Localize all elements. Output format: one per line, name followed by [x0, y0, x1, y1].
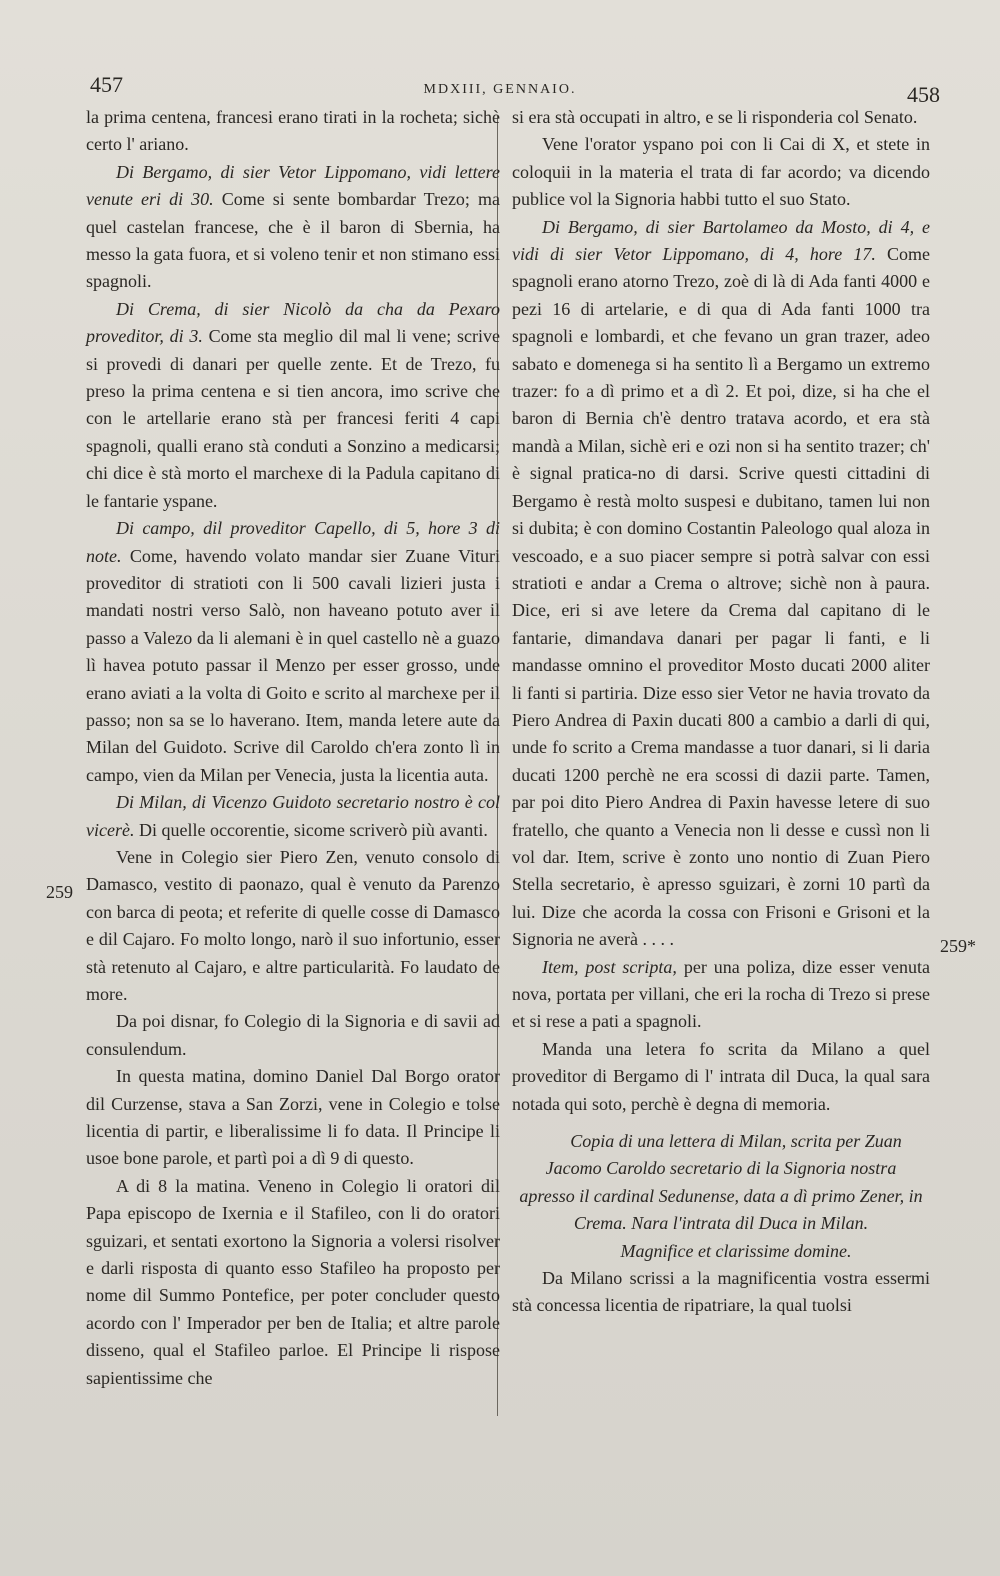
paragraph-source-lead: Di campo, dil proveditor Capello, di 5, hore 3 di note. — [86, 518, 500, 566]
right-column — [512, 104, 930, 1320]
left-paragraph — [86, 789, 500, 844]
left-column — [86, 104, 500, 1392]
paragraph-body: Come si sente bombardar Trezo; ma quel castelan francese, che è il baron di Sbernia, ha messo la gata fuora, et si voleno tenir et non stimano essi spagnoli. — [86, 189, 500, 292]
paragraph-body: Vene in Colegio sier Piero Zen, venuto consolo di Damasco, vestito di paonazo, qual è venuto da Parenzo con barca di peota; et referite di quelle cosse di Damasco e dil Cajaro. Fo molto longo, narò il suo infortunio, esser stà retenuto al Cajaro, e altre particularità. Fo laudato de more. — [86, 846, 500, 1004]
paragraph-source-lead: Item, post scripta, — [542, 956, 677, 977]
paragraph-body: A di 8 la matina. Veneno in Colegio li oratori dil Papa episcopo de Ixernia e il Stafileo, con li do oratori sguizari, et sentati exortono la Signoria a volersi risolver e darli risposta di quanto esso Stafileo ha proposto per nome dil Summo Pontefice, per poter concluder questo acordo con l' Imperador per ben de Italia; et altre parole disseno, qual el Stafileo parloe. El Principe li rispose sapientissime che — [86, 1175, 500, 1388]
paragraph-body: Di quelle occorentie, sicome scriverò più avanti. — [134, 819, 488, 840]
paragraph-source-lead: Di Crema, di sier Nicolò da cha da Pexaro proveditor, di 3. — [86, 298, 500, 347]
paragraph-source-lead: Di Bergamo, di sier Bartolameo da Mosto, di 4, e vidi di sier Vetor Lippomano, di 4, hore 17. — [512, 216, 930, 265]
running-title: MDXIII, GENNAIO. — [423, 82, 577, 97]
spacer — [512, 1118, 930, 1128]
right-letter-heading: Copia di una lettera di Milan, scrita per Zuan Jacomo Caroldo secretario di la Signoria nostra apresso il cardinal Sedunense, data a dì primo Zener, in Crema. Nara l'intrata dil Duca in Milan. — [519, 1131, 923, 1234]
paragraph-source-lead: Di Bergamo, di sier Vetor Lippomano, vidi lettere venute eri di 30. — [86, 161, 500, 210]
page-header — [0, 72, 1000, 107]
paragraph-body: per una poliza, dize esser venuta nova, portata per villani, che eri la rocha di Trezo si prese et si rese a pati a spagnoli. — [512, 956, 930, 1032]
paragraph-body: la prima centena, francesi erano tirati in la rocheta; sichè certo l' ariano. — [86, 107, 500, 155]
page-number-left: 457 — [90, 72, 123, 97]
right-salutation: Magnifice et clarissime domine. — [620, 1240, 852, 1261]
left-paragraph — [86, 515, 500, 789]
left-paragraph — [86, 844, 500, 1008]
paragraph-body: Come spagnoli erano atorno Trezo, zoè di là di Ada fanti 4000 e pezi 16 di artelarie, e di qua di Ada fanti 1000 tra spagnoli e lombardi, et che fevano un gran trazer, adeo sabato e domenega si ha sentito lì a Bergamo un extremo trazer: fo a dì primo et a dì 2. Et poi, dize, si ha che el baron di Bernia ch'è dentro tratava acordo, et era stà mandà a Milan, sichè eri e ozi non si ha sentito trazer; ch' è signal pratica-no di darsi. Scrive questi cittadini di Bergamo è restà molto suspesi e dubitano, tamen lui non si dubita; è con domino Costantin Paleologo qual aloza in vescoado, e a suo piacer sempre si potrà salvar con essi stratioti e andar a Crema o altrove; sichè non à paura. Dice, eri si ave letere da Crema dal capitano di le fantarie, dimandava danari per pagar li fanti, e li mandasse omnino el proveditor Mosto ducati 2000 aliter li fanti si partiria. Dize esso sier Vetor ne havia trovato da Piero Andrea di Paxin ducati 800 a cambio a darli di qui, unde fo scrito a Crema mandasse a tuor danari, si li daria ducati 1200 perchè ne era scossi di dazii parte. Tamen, par poi dito Piero Andrea di Paxin havesse letere di suo fratello, che quanto a Venecia non li desse e cussì non li vol dar. Item, scrive è zonto uno nontio di Zuan Piero Stella secretario, è apresso sguizari, è zorni 10 partì da lui. Dize che acorda la cossa con Frisoni e Grisoni et la Signoria ne averà . . . . — [512, 244, 931, 950]
left-paragraph — [86, 1008, 500, 1063]
right-paragraph — [512, 214, 930, 954]
paragraph-body: Da poi disnar, fo Colegio di la Signoria e di savii ad consulendum. — [86, 1011, 500, 1059]
left-paragraph — [86, 159, 500, 296]
left-paragraph — [86, 296, 500, 515]
right-paragraph — [512, 1036, 930, 1118]
margin-number-left: 259 — [46, 882, 73, 902]
paragraph-body: Vene l'orator yspano poi con li Cai di X, et stete in coloquii in la materia el trata di far acordo; va dicendo publice vol la Signoria habbi tutto el suo Stato. — [512, 134, 930, 210]
left-paragraph — [86, 1173, 500, 1392]
left-paragraph — [86, 104, 500, 159]
margin-number-right: 259* — [940, 936, 976, 956]
right-paragraph — [512, 131, 930, 213]
right-paragraph — [512, 954, 930, 1036]
paragraph-source-lead: Di Milan, di Vicenzo Guidoto secretario nostro è col vicerè. — [86, 792, 500, 840]
left-paragraph — [86, 1063, 500, 1173]
paragraph-body: Come sta meglio dil mal li vene; scrive si provedi di danari per quelle zente. Et de Trezo, fu preso la prima centena e si tien ancora, imo scrive che con le artellarie erano stà per francesi feriti 4 capi spagnoli, qualli erano stà conduti a Sonzino a medicarsi; chi dice è stà morto el marchexe di la Padula capitano di le fantarie yspane. — [86, 326, 500, 511]
paragraph-body: Da Milano scrissi a la magnificentia vostra essermi stà concessa licentia de ripatriare, la qual tuolsi — [512, 1268, 930, 1316]
right-paragraph — [512, 104, 930, 131]
paragraph-body: si era stà occupati in altro, e se li risponderia col Senato. — [512, 107, 918, 127]
paragraph-body: In questa matina, domino Daniel Dal Borgo orator dil Curzense, stava a San Zorzi, vene in Colegio e tolse licentia di partir, e liberalissime li fo data. Il Principe li usoe bone parole, et partì poi a dì 9 di questo. — [86, 1066, 500, 1169]
page-number-right: 458 — [907, 82, 940, 107]
right-paragraph — [512, 1265, 930, 1320]
paragraph-body: Come, havendo volato mandar sier Zuane Vituri proveditor di stratioti con li 500 cavali lizieri justa i mandati nostri verso Salò, non haveano potuto aver il passo a Valezo da li alemani è in quel castello nè a guazo lì havea potuto passar il Menzo per esser grosso, unde erano aviati a la volta di Goito e scrito al marchexe per il passo; non sa se lo haverano. Item, manda letere aute da Milan del Guidoto. Scrive dil Caroldo ch'era zonto lì in campo, vien da Milan per Venecia, justa la licentia auta. — [86, 545, 500, 785]
paragraph-body: Manda una letera fo scrita da Milano a quel proveditor di Bergamo di l' intrata dil Duca, la qual sara notada qui soto, perchè è degna di memoria. — [512, 1038, 930, 1114]
